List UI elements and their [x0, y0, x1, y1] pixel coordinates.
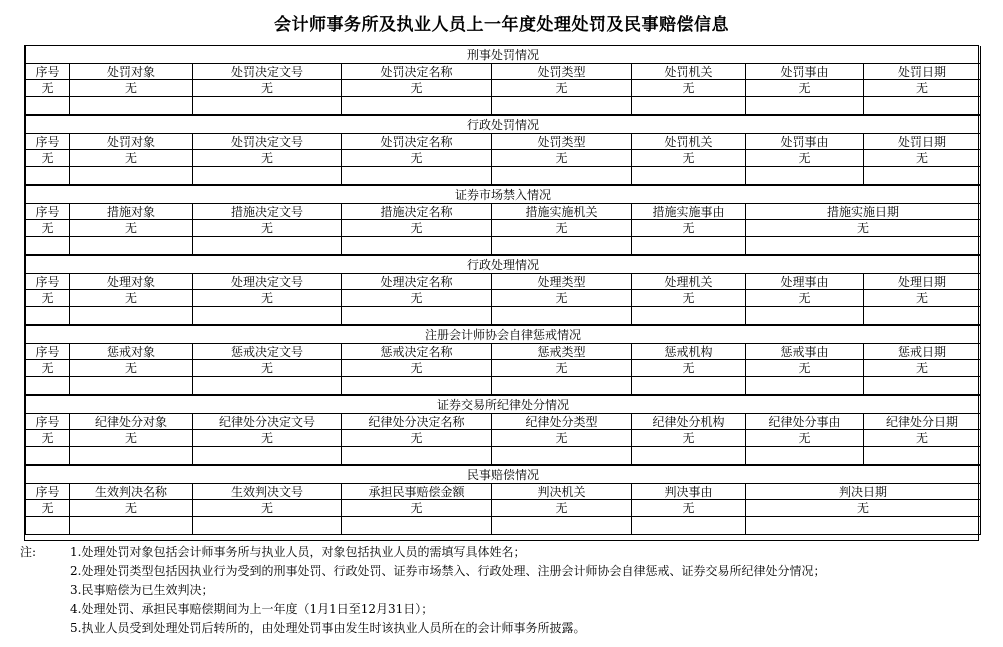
- note-item: 4.处理处罚、承担民事赔偿期间为上一年度（1月1日至12月31日）；: [70, 602, 434, 616]
- blank-row: [26, 237, 981, 256]
- value-cell: 无: [746, 220, 981, 237]
- header-cell: 处罚决定文号: [193, 134, 342, 150]
- section-title: 证券交易所纪律处分情况: [26, 395, 981, 414]
- header-cell: 承担民事赔偿金额: [342, 484, 492, 500]
- value-cell: 无: [492, 430, 632, 447]
- blank-row: [26, 447, 981, 466]
- header-cell: 处罚机关: [632, 134, 746, 150]
- blank-cell: [746, 167, 864, 186]
- blank-cell: [70, 97, 193, 116]
- blank-cell: [70, 517, 193, 535]
- value-cell: 无: [70, 220, 193, 237]
- header-cell: 处罚类型: [492, 64, 632, 80]
- header-cell: 处罚日期: [864, 134, 981, 150]
- blank-cell: [632, 447, 746, 466]
- notes-list: [20, 543, 980, 638]
- value-row: [26, 290, 981, 307]
- section-title: 民事赔偿情况: [26, 465, 981, 484]
- section-title-row: [26, 185, 981, 204]
- header-cell: 处理对象: [70, 274, 193, 290]
- blank-cell: [632, 307, 746, 326]
- value-cell: 无: [746, 360, 864, 377]
- header-cell: 处罚决定名称: [342, 134, 492, 150]
- value-cell: 无: [70, 360, 193, 377]
- value-cell: 无: [632, 290, 746, 307]
- header-cell: 序号: [26, 414, 70, 430]
- blank-cell: [746, 377, 864, 396]
- value-cell: 无: [632, 500, 746, 517]
- blank-cell: [864, 167, 981, 186]
- blank-cell: [864, 377, 981, 396]
- section-title: 行政处罚情况: [26, 115, 981, 134]
- blank-cell: [746, 307, 864, 326]
- section-title: 行政处理情况: [26, 255, 981, 274]
- header-cell: 处罚类型: [492, 134, 632, 150]
- blank-cell: [26, 97, 70, 116]
- blank-cell: [193, 167, 342, 186]
- blank-cell: [70, 237, 193, 256]
- blank-row: [26, 307, 981, 326]
- value-row: [26, 360, 981, 377]
- header-cell: 生效判决名称: [70, 484, 193, 500]
- header-row: [26, 204, 981, 220]
- blank-cell: [193, 517, 342, 535]
- blank-cell: [492, 237, 632, 256]
- value-cell: 无: [492, 360, 632, 377]
- section-title-row: [26, 465, 981, 484]
- header-cell: 判决机关: [492, 484, 632, 500]
- value-row: [26, 80, 981, 97]
- value-cell: 无: [193, 290, 342, 307]
- notes-label: 注:: [20, 545, 37, 559]
- value-cell: 无: [492, 220, 632, 237]
- blank-cell: [26, 447, 70, 466]
- blank-cell: [746, 237, 981, 256]
- blank-cell: [342, 237, 492, 256]
- header-cell: 惩戒日期: [864, 344, 981, 360]
- header-cell: 纪律处分决定名称: [342, 414, 492, 430]
- value-cell: 无: [70, 430, 193, 447]
- header-cell: 判决日期: [746, 484, 981, 500]
- header-cell: 判决事由: [632, 484, 746, 500]
- value-cell: 无: [746, 430, 864, 447]
- header-cell: 纪律处分决定文号: [193, 414, 342, 430]
- value-cell: 无: [70, 80, 193, 97]
- value-row: [26, 430, 981, 447]
- blank-cell: [26, 517, 70, 535]
- value-cell: 无: [193, 360, 342, 377]
- section-title-row: [26, 255, 981, 274]
- header-cell: 措施决定文号: [193, 204, 342, 220]
- blank-cell: [26, 307, 70, 326]
- header-cell: 措施对象: [70, 204, 193, 220]
- value-cell: 无: [632, 220, 746, 237]
- value-cell: 无: [26, 430, 70, 447]
- blank-cell: [632, 237, 746, 256]
- blank-cell: [70, 167, 193, 186]
- header-cell: 纪律处分事由: [746, 414, 864, 430]
- value-cell: 无: [342, 500, 492, 517]
- value-cell: 无: [492, 80, 632, 97]
- value-row: [26, 500, 981, 517]
- blank-cell: [746, 517, 981, 535]
- value-cell: 无: [193, 220, 342, 237]
- blank-cell: [864, 97, 981, 116]
- header-cell: 序号: [26, 274, 70, 290]
- header-cell: 生效判决文号: [193, 484, 342, 500]
- blank-cell: [632, 377, 746, 396]
- blank-cell: [70, 377, 193, 396]
- blank-row: [26, 97, 981, 116]
- header-cell: 序号: [26, 484, 70, 500]
- disclosure-table-body: [25, 46, 981, 535]
- blank-cell: [342, 447, 492, 466]
- blank-cell: [342, 517, 492, 535]
- disclosure-table: [24, 45, 979, 541]
- header-cell: 处理事由: [746, 274, 864, 290]
- blank-cell: [193, 307, 342, 326]
- header-row: [26, 134, 981, 150]
- value-cell: 无: [342, 80, 492, 97]
- value-cell: 无: [26, 220, 70, 237]
- header-cell: 序号: [26, 64, 70, 80]
- blank-cell: [492, 97, 632, 116]
- value-cell: 无: [746, 290, 864, 307]
- header-cell: 处罚对象: [70, 64, 193, 80]
- blank-cell: [632, 97, 746, 116]
- header-cell: 处理日期: [864, 274, 981, 290]
- header-cell: 处理决定文号: [193, 274, 342, 290]
- value-cell: 无: [864, 80, 981, 97]
- page-title: 会计师事务所及执业人员上一年度处理处罚及民事赔偿信息: [274, 15, 729, 35]
- value-cell: 无: [193, 150, 342, 167]
- section-title-row: [26, 46, 981, 64]
- header-cell: 纪律处分类型: [492, 414, 632, 430]
- header-cell: 处罚决定名称: [342, 64, 492, 80]
- header-cell: 处理类型: [492, 274, 632, 290]
- header-cell: 序号: [26, 204, 70, 220]
- value-cell: 无: [26, 80, 70, 97]
- header-row: [26, 64, 981, 80]
- value-cell: 无: [26, 500, 70, 517]
- header-cell: 处理机关: [632, 274, 746, 290]
- blank-row: [26, 377, 981, 396]
- value-cell: 无: [26, 360, 70, 377]
- header-cell: 纪律处分机构: [632, 414, 746, 430]
- blank-cell: [492, 307, 632, 326]
- header-cell: 纪律处分对象: [70, 414, 193, 430]
- header-cell: 措施决定名称: [342, 204, 492, 220]
- value-cell: 无: [864, 430, 981, 447]
- blank-cell: [342, 97, 492, 116]
- value-cell: 无: [746, 80, 864, 97]
- blank-cell: [864, 447, 981, 466]
- value-cell: 无: [342, 220, 492, 237]
- value-cell: 无: [342, 150, 492, 167]
- section-title: 刑事处罚情况: [26, 46, 981, 64]
- header-cell: 处罚机关: [632, 64, 746, 80]
- header-row: [26, 274, 981, 290]
- value-cell: 无: [492, 290, 632, 307]
- section-title-row: [26, 325, 981, 344]
- header-cell: 序号: [26, 134, 70, 150]
- blank-row: [26, 167, 981, 186]
- header-cell: 序号: [26, 344, 70, 360]
- blank-cell: [193, 237, 342, 256]
- value-cell: 无: [70, 500, 193, 517]
- value-cell: 无: [864, 360, 981, 377]
- value-cell: 无: [492, 150, 632, 167]
- blank-cell: [492, 517, 632, 535]
- blank-cell: [342, 377, 492, 396]
- blank-cell: [193, 97, 342, 116]
- blank-cell: [746, 97, 864, 116]
- blank-cell: [193, 447, 342, 466]
- header-cell: 处罚事由: [746, 134, 864, 150]
- value-row: [26, 220, 981, 237]
- value-cell: 无: [26, 150, 70, 167]
- value-cell: 无: [492, 500, 632, 517]
- blank-cell: [70, 447, 193, 466]
- blank-row: [26, 517, 981, 535]
- value-cell: 无: [342, 430, 492, 447]
- value-cell: 无: [342, 290, 492, 307]
- value-cell: 无: [193, 500, 342, 517]
- value-cell: 无: [193, 80, 342, 97]
- header-cell: 处罚决定文号: [193, 64, 342, 80]
- value-cell: 无: [746, 150, 864, 167]
- header-row: [26, 484, 981, 500]
- value-cell: 无: [864, 290, 981, 307]
- header-cell: 惩戒决定名称: [342, 344, 492, 360]
- header-cell: 处罚事由: [746, 64, 864, 80]
- blank-cell: [193, 377, 342, 396]
- blank-cell: [864, 307, 981, 326]
- value-cell: 无: [342, 360, 492, 377]
- value-row: [26, 150, 981, 167]
- blank-cell: [746, 447, 864, 466]
- blank-cell: [342, 167, 492, 186]
- value-cell: 无: [632, 150, 746, 167]
- header-cell: 惩戒类型: [492, 344, 632, 360]
- blank-cell: [26, 377, 70, 396]
- value-cell: 无: [193, 430, 342, 447]
- header-cell: 措施实施日期: [746, 204, 981, 220]
- header-cell: 惩戒决定文号: [193, 344, 342, 360]
- blank-cell: [492, 167, 632, 186]
- blank-cell: [26, 167, 70, 186]
- note-item: 1.处理处罚对象包括会计师事务所与执业人员，对象包括执业人员的需填写具体姓名；: [70, 545, 526, 559]
- blank-cell: [342, 307, 492, 326]
- value-cell: 无: [70, 290, 193, 307]
- value-cell: 无: [746, 500, 981, 517]
- value-cell: 无: [632, 430, 746, 447]
- note-item: 5.执业人员受到处理处罚后转所的，由处理处罚事由发生时该执业人员所在的会计师事务所披露。: [70, 621, 586, 635]
- header-cell: 处理决定名称: [342, 274, 492, 290]
- header-cell: 惩戒机构: [632, 344, 746, 360]
- header-row: [26, 414, 981, 430]
- blank-cell: [492, 377, 632, 396]
- header-cell: 惩戒对象: [70, 344, 193, 360]
- header-cell: 纪律处分日期: [864, 414, 981, 430]
- value-cell: 无: [70, 150, 193, 167]
- section-title: 证券市场禁入情况: [26, 185, 981, 204]
- header-row: [26, 344, 981, 360]
- section-title-row: [26, 395, 981, 414]
- blank-cell: [26, 237, 70, 256]
- value-cell: 无: [632, 80, 746, 97]
- blank-cell: [632, 517, 746, 535]
- note-item: 3.民事赔偿为已生效判决；: [70, 583, 214, 597]
- header-cell: 处罚对象: [70, 134, 193, 150]
- value-cell: 无: [26, 290, 70, 307]
- header-cell: 惩戒事由: [746, 344, 864, 360]
- header-cell: 措施实施事由: [632, 204, 746, 220]
- section-title: 注册会计师协会自律惩戒情况: [26, 325, 981, 344]
- blank-cell: [632, 167, 746, 186]
- notes: [20, 543, 980, 638]
- blank-cell: [70, 307, 193, 326]
- section-title-row: [26, 115, 981, 134]
- value-cell: 无: [632, 360, 746, 377]
- header-cell: 措施实施机关: [492, 204, 632, 220]
- blank-cell: [492, 447, 632, 466]
- value-cell: 无: [864, 150, 981, 167]
- note-item: 2.处理处罚类型包括因执业行为受到的刑事处罚、行政处罚、证券市场禁入、行政处理、注册会计师协会自律惩戒、证券交易所纪律处分情况；: [70, 564, 826, 578]
- header-cell: 处罚日期: [864, 64, 981, 80]
